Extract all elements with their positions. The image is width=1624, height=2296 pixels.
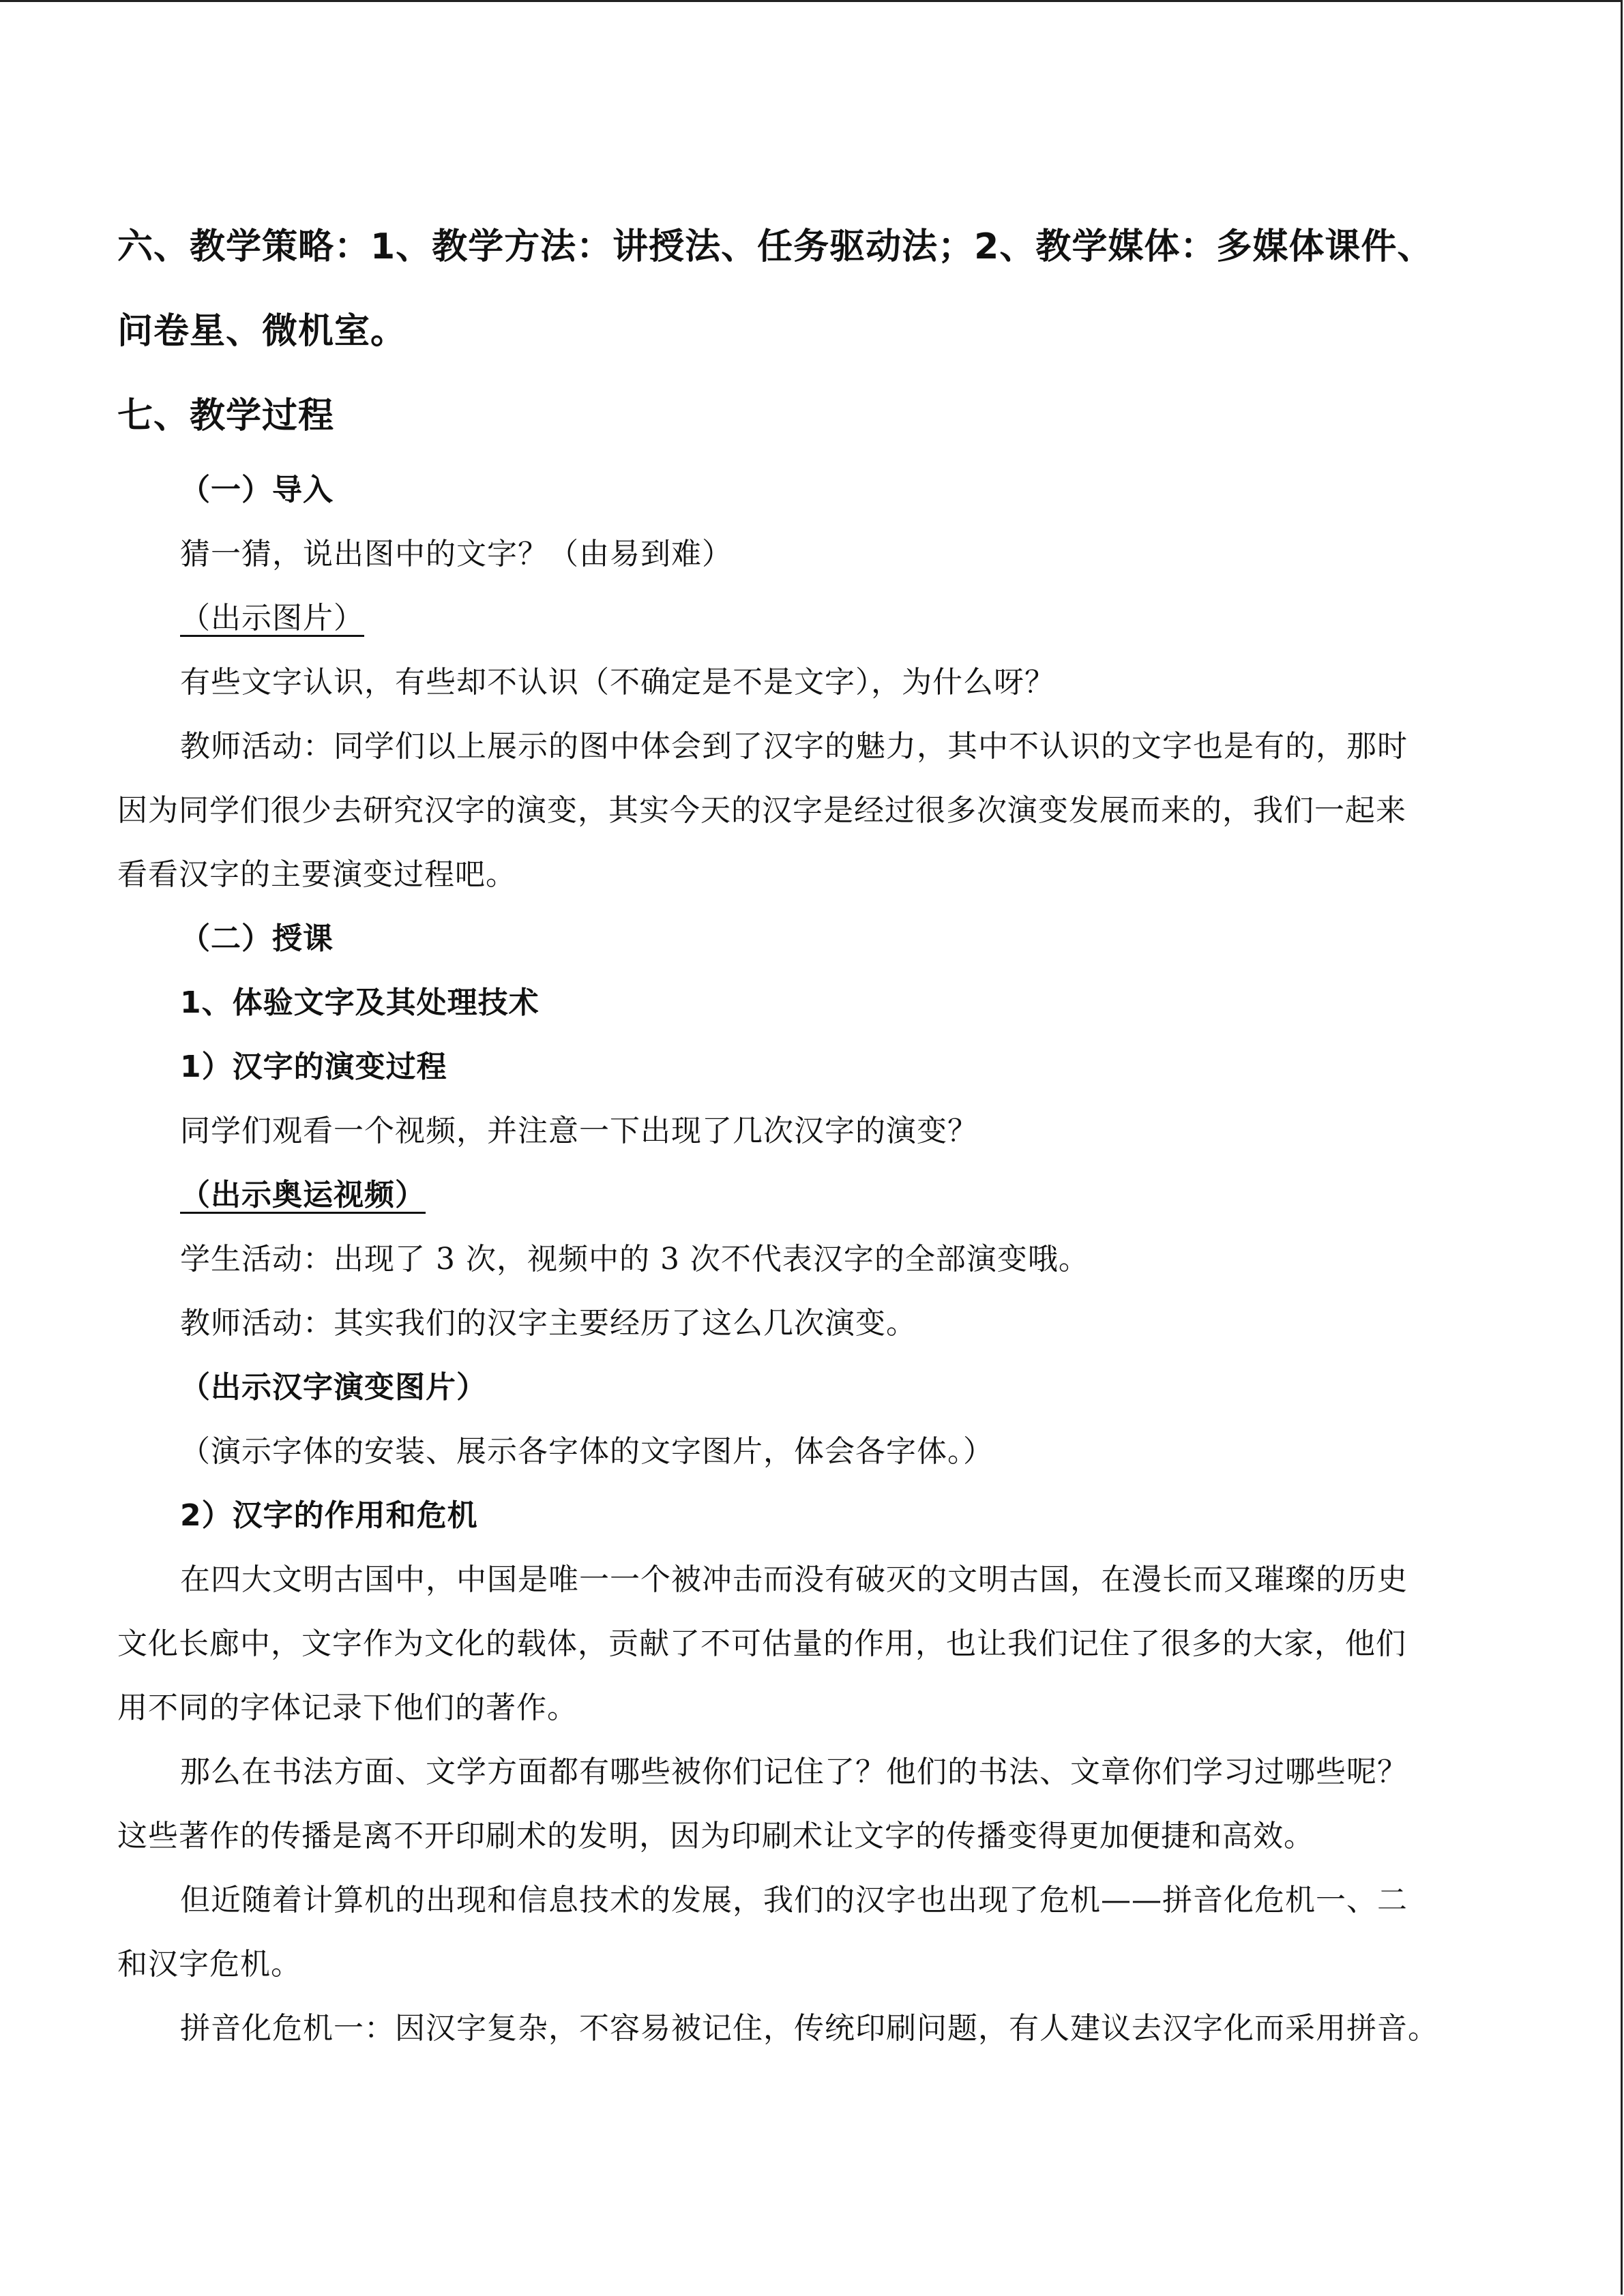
teacher-activity-2: 教师活动：其实我们的汉字主要经历了这么几次演变。: [180, 1306, 917, 1341]
section-6-heading-line2: 问卷星、微机室。: [117, 311, 407, 352]
intro-question: 猜一猜，说出图中的文字？（由易到难）: [180, 537, 733, 571]
lecture-heading: （二）授课: [180, 921, 334, 956]
intro-heading: （一）导入: [180, 473, 334, 507]
pinyin-crisis-paragraph: 拼音化危机一：因汉字复杂，不容易被记住，传统印刷问题，有人建议去汉字化而采用拼音。: [180, 2011, 1438, 2046]
video-question: 同学们观看一个视频，并注意一下出现了几次汉字的演变？: [180, 1114, 978, 1148]
section-6-heading-line1: 六、教学策略：1、教学方法：讲授法、任务驱动法；2、教学媒体：多媒体课件、: [117, 226, 1434, 267]
crisis-line2: 和汉字危机。: [117, 1947, 301, 1982]
teacher-activity-line3: 看看汉字的主要演变过程吧。: [117, 857, 516, 892]
subsection-1-2-heading: 2）汉字的作用和危机: [180, 1498, 478, 1533]
show-video-note: [117, 1163, 1522, 1227]
document-body: [117, 205, 1522, 2061]
civilization-line1: 在四大文明古国中，中国是唯一一个被冲击而没有破灭的文明古国，在漫长而又璀璨的历史: [180, 1562, 1408, 1597]
teacher-activity-paragraph: [117, 715, 1522, 907]
student-activity: 学生活动：出现了 3 次，视频中的 3 次不代表汉字的全部演变哦。: [180, 1242, 1089, 1277]
show-evolution-note: （出示汉字演变图片）: [180, 1370, 487, 1405]
subsection-1-1-heading: 1）汉字的演变过程: [180, 1049, 447, 1084]
crisis-paragraph: [117, 1868, 1522, 1997]
show-video-text: （出示奥运视频）: [180, 1178, 426, 1212]
calligraphy-line2: 这些著作的传播是离不开印刷术的发明，因为印刷术让文字的传播变得更加便捷和高效。: [117, 1819, 1314, 1853]
intro-reflection: 有些文字认识，有些却不认识（不确定是不是文字），为什么呀？: [180, 665, 1055, 700]
crisis-line1: 但近随着计算机的出现和信息技术的发展，我们的汉字也出现了危机——拼音化危机一、二: [180, 1883, 1408, 1918]
civilization-line3: 用不同的字体记录下他们的著作。: [117, 1690, 578, 1725]
calligraphy-paragraph: [117, 1740, 1522, 1868]
demo-fonts-note: （演示字体的安装、展示各字体的文字图片，体会各字体。）: [180, 1434, 994, 1469]
teacher-activity-line2: 因为同学们很少去研究汉字的演变，其实今天的汉字是经过很多次演变发展而来的，我们一起来: [117, 793, 1406, 828]
civilization-line2: 文化长廊中，文字作为文化的载体，贡献了不可估量的作用，也让我们记住了很多的大家，他们: [117, 1626, 1406, 1661]
show-picture-text: （出示图片）: [180, 601, 364, 636]
subsection-1-heading: 1、体验文字及其处理技术: [180, 985, 540, 1020]
show-picture-note: [117, 586, 1522, 651]
teacher-activity-line1: 教师活动：同学们以上展示的图中体会到了汉字的魅力，其中不认识的文字也是有的，那时: [180, 729, 1408, 764]
civilization-paragraph: [117, 1548, 1522, 1740]
calligraphy-line1: 那么在书法方面、文学方面都有哪些被你们记住了？他们的书法、文章你们学习过哪些呢？: [180, 1755, 1408, 1789]
section-7-heading: 七、教学过程: [117, 396, 335, 436]
